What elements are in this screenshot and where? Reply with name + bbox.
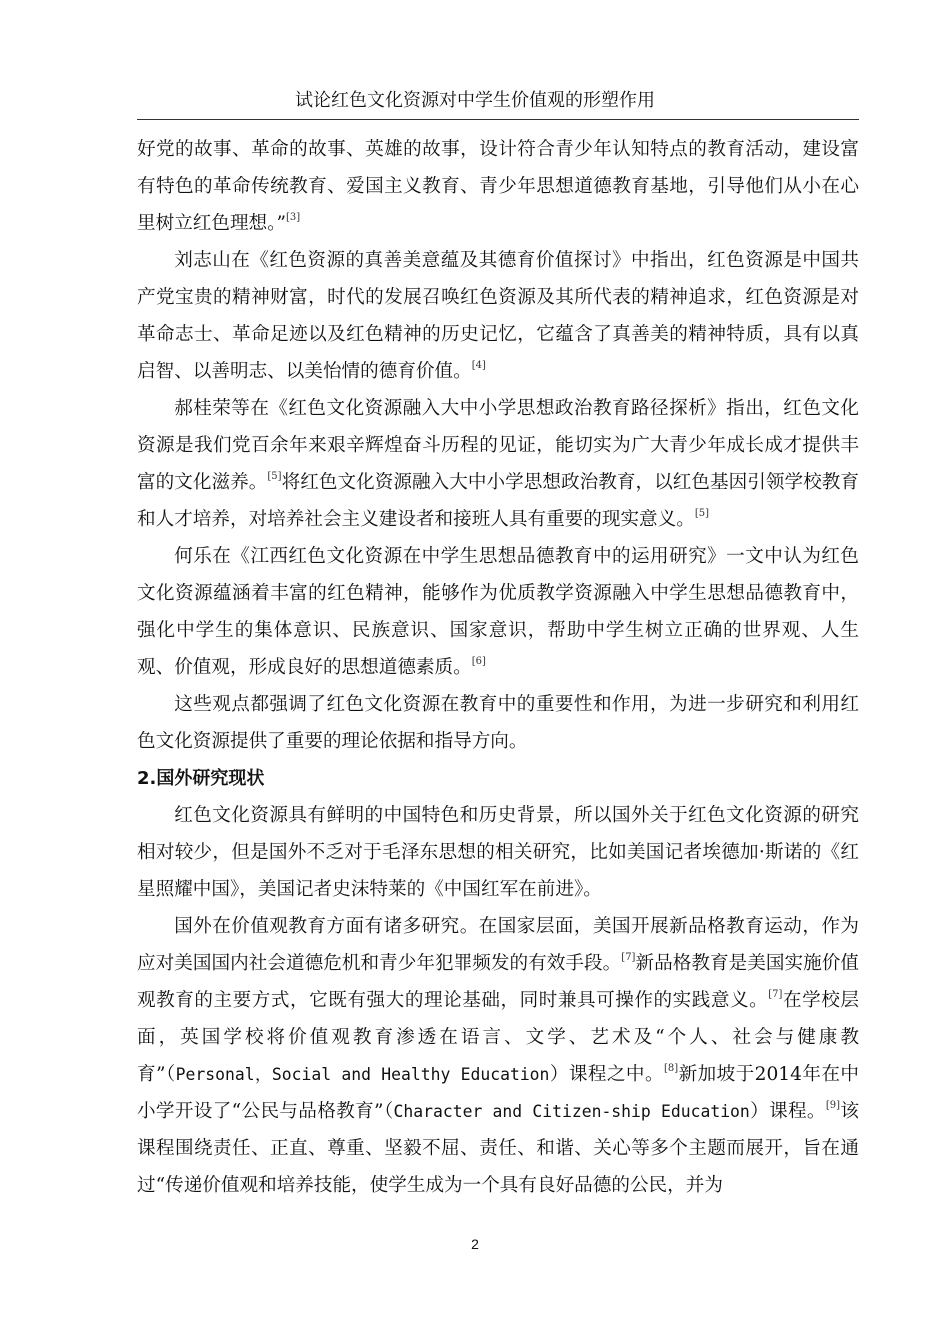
paragraph-1 bbox=[137, 131, 859, 242]
paragraph-3-text-b: 将红色文化资源融入大中小学思想政治教育，以红色基因引领学校教育和人才培养，对培养社会主义建设者和接班人具有重要的现实意义。 bbox=[137, 472, 859, 530]
paragraph-7-text-f: ）课程。 bbox=[749, 1101, 826, 1122]
paragraph-7-text-a: 国外在价值观教育方面有诸多研究。在国家层面，美国开展新品格教育运动，作为应对美国国内社会道德危机和青少年犯罪频发的有效手段。 bbox=[137, 916, 859, 974]
citation-7a: [7] bbox=[621, 952, 636, 963]
citation-4: [4] bbox=[471, 360, 486, 371]
paragraph-3 bbox=[137, 390, 859, 538]
page-header-title: 试论红色文化资源对中学生价值观的形塑作用 bbox=[295, 90, 655, 111]
paragraph-5-text: 这些观点都强调了红色文化资源在教育中的重要性和作用，为进一步研究和利用红色文化资源提供了重要的理论依据和指导方向。 bbox=[137, 694, 859, 752]
citation-9: [9] bbox=[825, 1100, 841, 1111]
paragraph-7-text-e: 新加坡于2014年在中小学开设了“公民与品格教育”（ bbox=[137, 1064, 859, 1122]
paragraph-2-text: 刘志山在《红色资源的真善美意蕴及其德育价值探讨》中指出，红色资源是中国共产党宝贵的精神财富，时代的发展召唤红色资源及其所代表的精神追求，红色资源是对革命志士、革命足迹以及红色精神的历史记忆，它蕴含了真善美的精神特质，具有以真启智、以善明志、以美怡情的德育价值。 bbox=[137, 250, 859, 382]
paragraph-3-text-a: 郝桂荣等在《红色文化资源融入大中小学思想政治教育路径探析》指出，红色文化资源是我们党百余年来艰辛辉煌奋斗历程的见证，能切实为广大青少年成长成才提供丰富的文化滋养。 bbox=[137, 398, 859, 493]
header-divider bbox=[137, 119, 859, 120]
paragraph-4-text: 何乐在《江西红色文化资源在中学生思想品德教育中的运用研究》一文中认为红色文化资源蕴涵着丰富的红色精神，能够作为优质教学资源融入中学生思想品德教育中，强化中学生的集体意识、民族意识、国家意识，帮助中学生树立正确的世界观、人生观、价值观，形成良好的思想道德素质。 bbox=[137, 546, 859, 678]
citation-8: [8] bbox=[663, 1063, 679, 1074]
paragraph-6-text: 红色文化资源具有鲜明的中国特色和历史背景，所以国外关于红色文化资源的研究相对较少，但是国外不乏对于毛泽东思想的相关研究，比如美国记者埃德加·斯诺的《红星照耀中国》，美国记者史沫特莱的《中国红军在前进》。 bbox=[137, 805, 859, 900]
english-term-cce: Character and Citizen-ship Education bbox=[393, 1102, 750, 1121]
document-body bbox=[137, 131, 859, 1204]
paragraph-2 bbox=[137, 242, 859, 390]
paragraph-7-text-g: 该课程围绕责任、正直、尊重、坚毅不屈、责任、和谐、关心等多个主题而展开，旨在通过“传递价值观和培养技能，使学生成为一个具有良好品德的公民，并为 bbox=[137, 1101, 859, 1196]
citation-6: [6] bbox=[471, 656, 486, 667]
paragraph-7 bbox=[137, 908, 859, 1204]
citation-3: [3] bbox=[285, 212, 301, 223]
citation-7b: [7] bbox=[768, 989, 783, 1000]
paragraph-4 bbox=[137, 538, 859, 686]
citation-5b: [5] bbox=[694, 508, 709, 519]
section-heading-foreign-research: 2.国外研究现状 bbox=[137, 768, 265, 789]
english-term-pshe: Personal，Social and Healthy Education bbox=[175, 1065, 550, 1084]
paragraph-7-text-c: 在学校层面，英国学校将价值观教育渗透在语言、文学、艺术及“个人、社会与健康教育”（ bbox=[137, 990, 859, 1085]
paragraph-1-text: 好党的故事、革命的故事、英雄的故事，设计符合青少年认知特点的教育活动，建设富有特色的革命传统教育、爱国主义教育、青少年思想道德教育基地，引导他们从小在心里树立红色理想。” bbox=[137, 139, 859, 234]
paragraph-6 bbox=[137, 797, 859, 908]
paragraph-5 bbox=[137, 686, 859, 760]
page-number: 2 bbox=[471, 1236, 479, 1252]
paragraph-7-text-b: 新品格教育是美国实施价值观教育的主要方式，它既有强大的理论基础，同时兼具可操作的实践意义。 bbox=[137, 953, 859, 1011]
paragraph-7-text-d: ）课程之中。 bbox=[549, 1064, 664, 1085]
citation-5a: [5] bbox=[267, 471, 282, 482]
